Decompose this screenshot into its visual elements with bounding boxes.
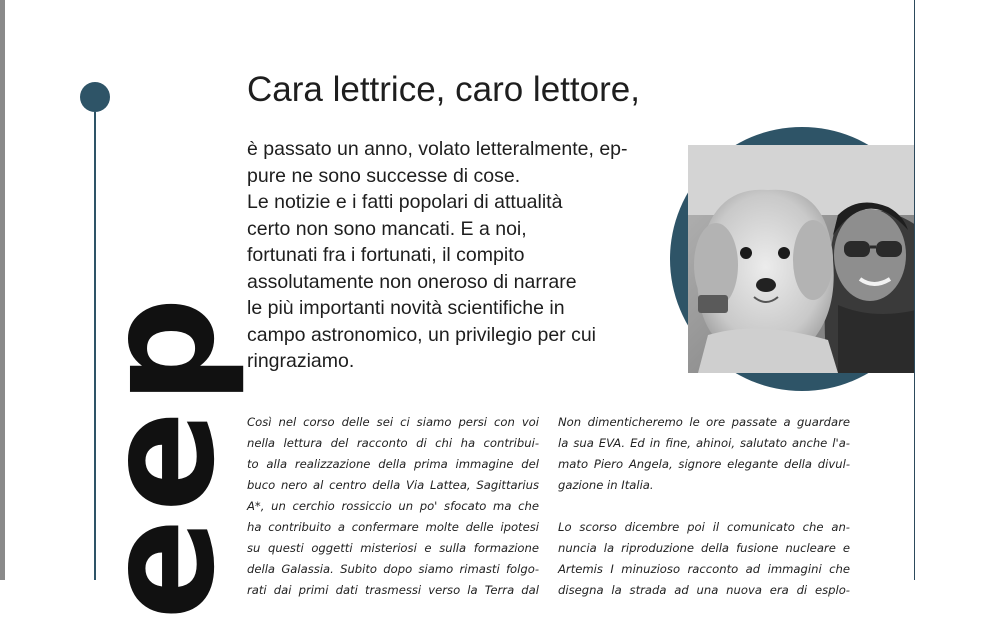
body-line: disegna la strada ad una nuova era di esplo- [558, 583, 850, 597]
body-line: Non dimenticheremo le ore passate a guardare [558, 415, 850, 429]
body-column-left [247, 412, 539, 601]
intro-line: assolutamente non oneroso di narrare [247, 270, 577, 293]
intro-line: pure ne sono successe di cose. [247, 164, 521, 187]
page-right-margin [915, 0, 995, 580]
accent-dot [80, 82, 110, 112]
paragraph-gap [558, 496, 850, 517]
body-line: rati dai primi dati trasmessi verso la Terra dal [247, 583, 539, 597]
body-line: Così nel corso delle sei ci siamo persi con voi [247, 415, 539, 429]
body-line: Artemis I minuzioso racconto ad immagini che [558, 562, 850, 576]
author-photo-frame [670, 127, 934, 391]
intro-line: le più importanti novità scientifiche in [247, 297, 565, 319]
body-line: buco nero al centro della Via Lattea, Sagittarius [247, 478, 539, 492]
body-line: mato Piero Angela, signore elegante della divul- [558, 457, 850, 471]
body-line: della Galassia. Subito dopo siamo rimasti folgo- [247, 562, 539, 576]
intro-line: certo non sono mancati. E a noi, [247, 217, 527, 240]
intro-line: è passato un anno, volato letteralmente, ep- [247, 138, 628, 160]
body-line: nella lettura del racconto di chi ha contribui- [247, 436, 539, 450]
body-line: ha contribuito a confermare molte delle ipotesi [247, 520, 539, 534]
greeting-heading: Cara lettrice, caro lettore, [247, 70, 640, 109]
intro-line: Le notizie e i fatti popolari di attualità [247, 191, 563, 213]
body-line: su questi oggetti misteriosi e sulla formazione [247, 541, 539, 555]
body-line: gazione in Italia. [558, 478, 654, 492]
body-line: A*, un cerchio rossiccio un po' sfocato ma che [247, 499, 539, 513]
intro-paragraph [247, 136, 677, 375]
portrait-photo [688, 145, 916, 373]
intro-line: fortunati fra i fortunati, il compito [247, 244, 525, 266]
page-left-edge [0, 0, 5, 580]
body-column-right [558, 412, 850, 601]
body-line: to alla realizzazione della prima immagine del [247, 457, 539, 471]
intro-line: campo astronomico, un privilegio per cui [247, 323, 597, 346]
intro-line: ringraziamo. [247, 350, 355, 372]
body-line: la sua EVA. Ed in fine, ahinoi, salutato anche l'a- [558, 436, 850, 450]
portrait-photo-icon [688, 145, 916, 373]
body-line: nuncia la riproduzione della fusione nucleare e [558, 541, 850, 555]
vertical-section-title: eep [74, 291, 248, 620]
body-line: Lo scorso dicembre poi il comunicato che an- [558, 520, 850, 534]
